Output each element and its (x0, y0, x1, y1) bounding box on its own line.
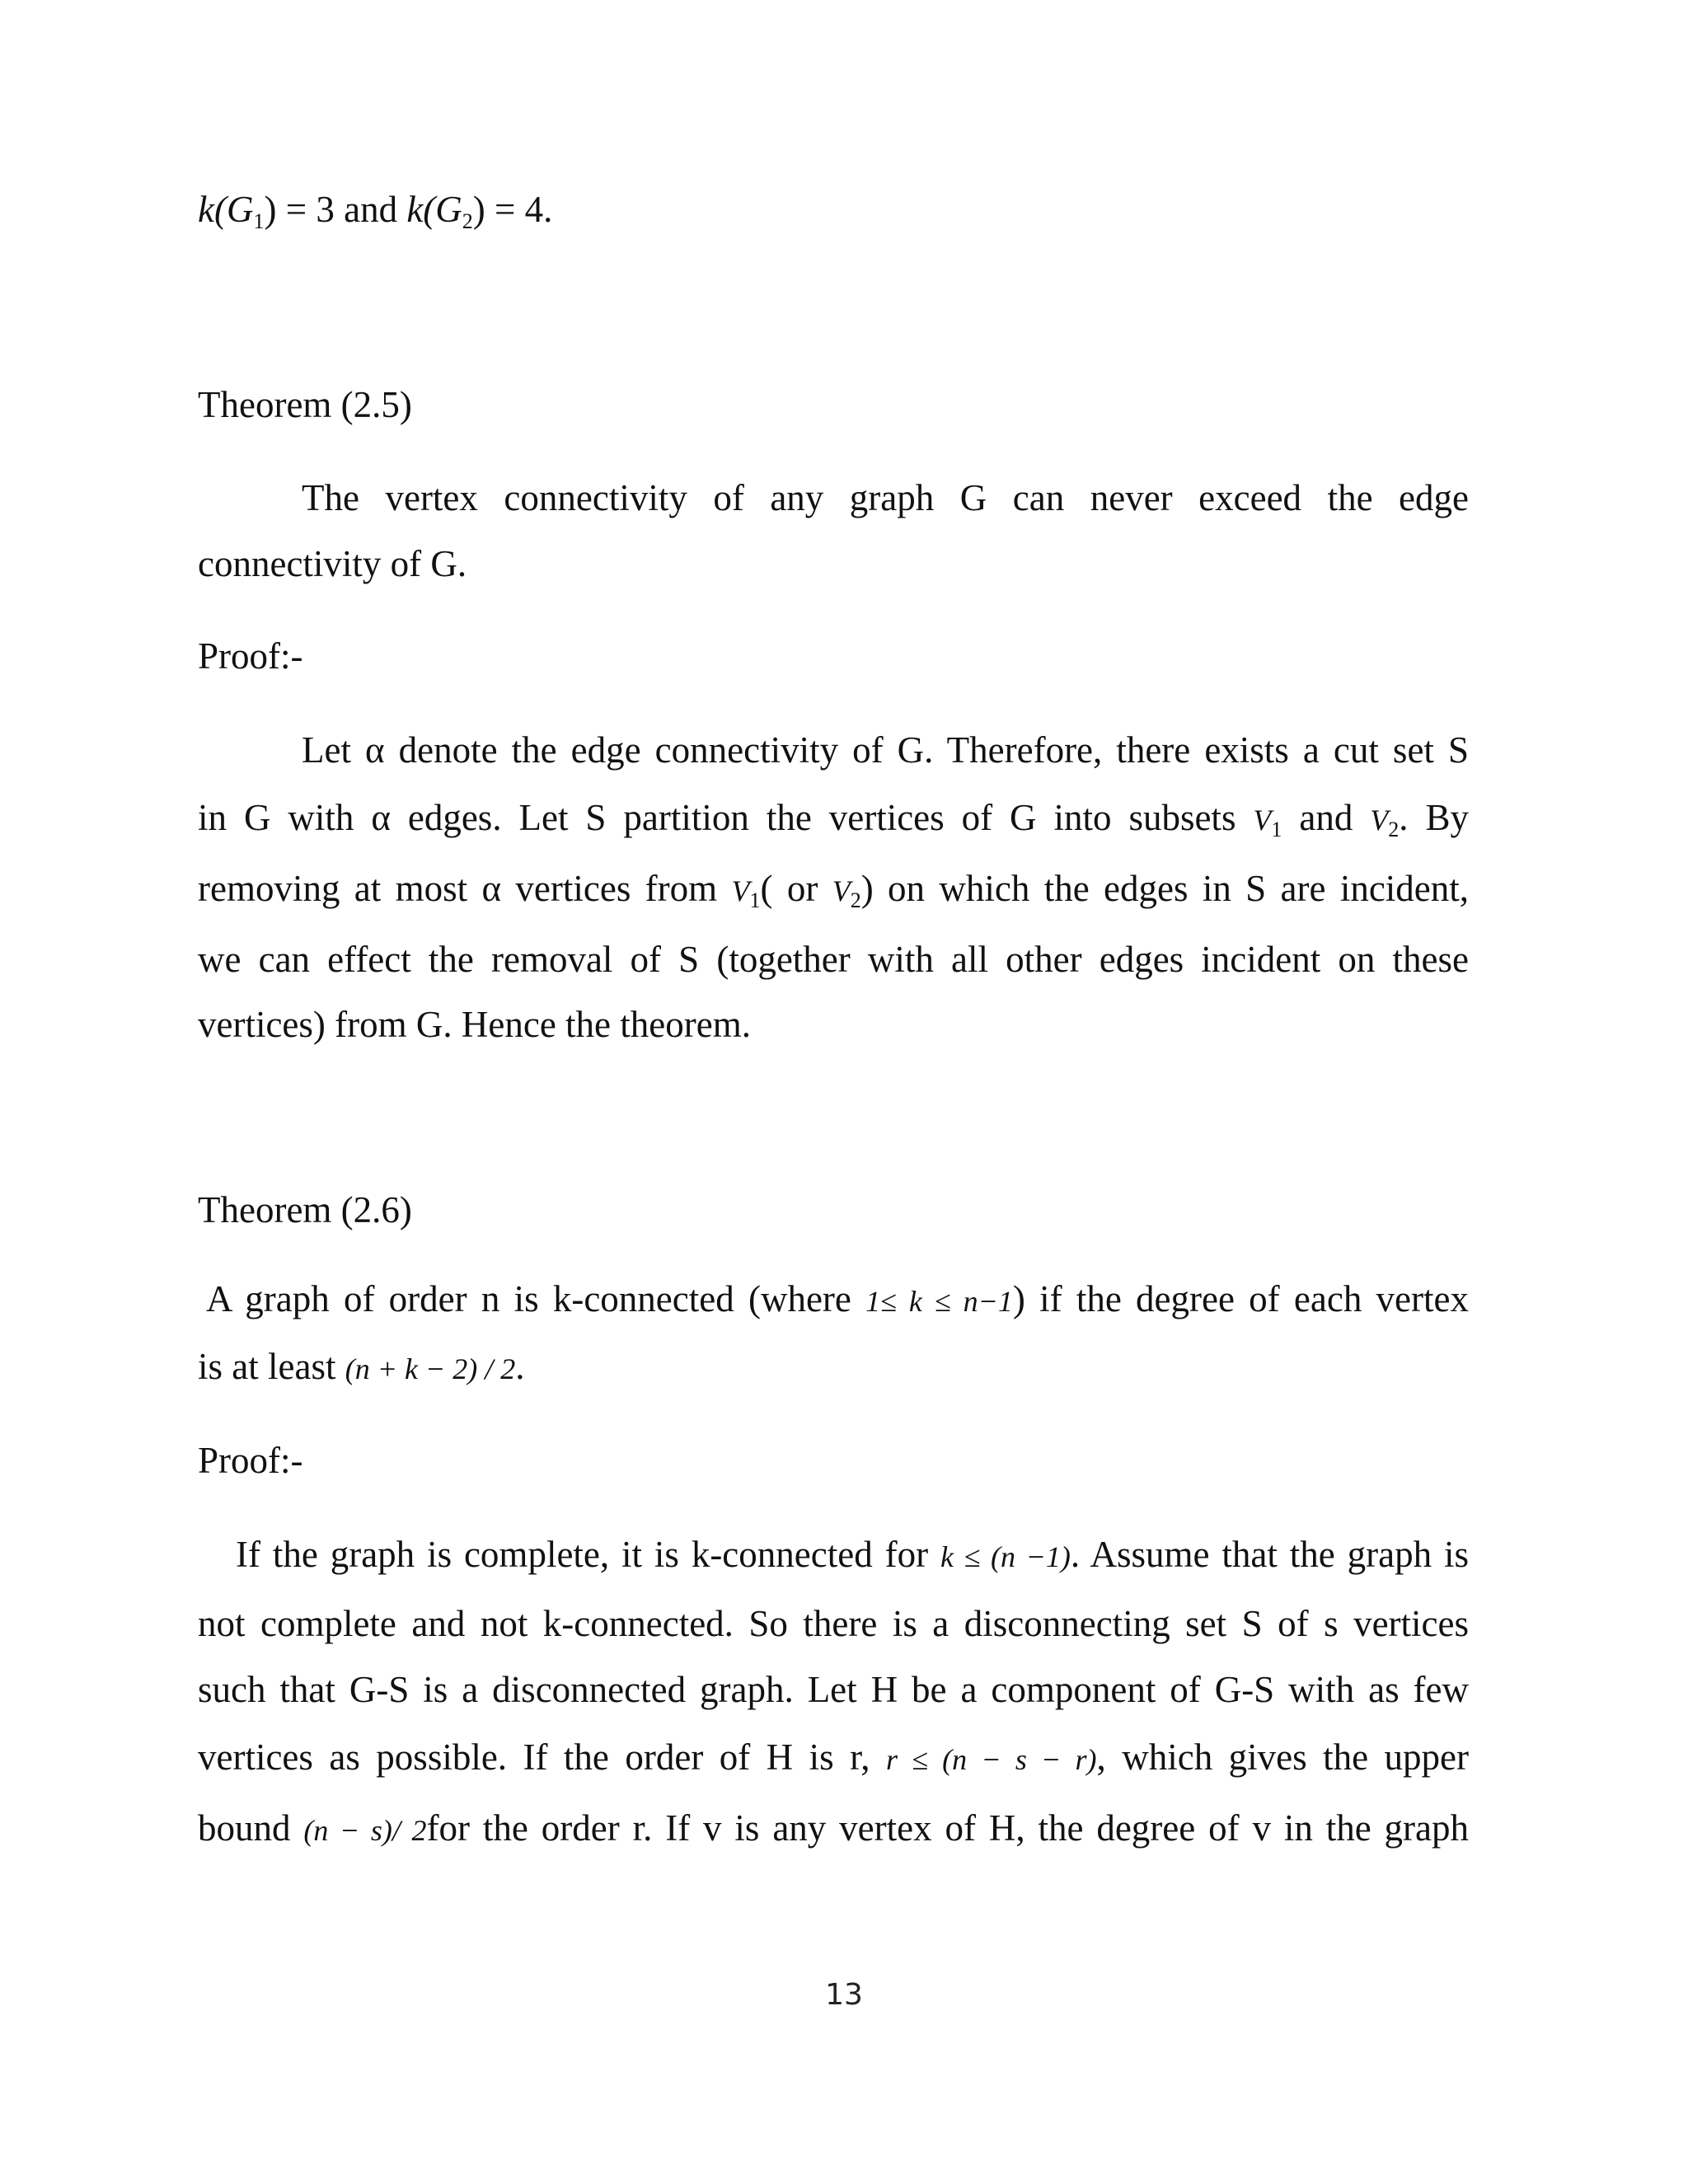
proof-line1-text: If the graph is complete, it is k-connected for (236, 1534, 929, 1575)
theorem-2-5-proof-line1: Let α denote the edge connectivity of G. Therefore, there exists a cut set S (302, 729, 1469, 771)
proof-line5-end: for the order r. If v is any vertex of H, the degree of v in the graph (426, 1807, 1470, 1849)
theorem-2-5-proof-line2 (198, 794, 1469, 853)
v2-symbol: $V_2$ (1370, 804, 1400, 841)
theorem-2-6-proof-line2: not complete and not k-connected. So there is a disconnecting set S of s vertices (198, 1603, 1469, 1644)
proof-line3-end: ) on which the edges in S are incident, (860, 868, 1470, 909)
proof-line3-text: removing at most α vertices from (198, 868, 718, 909)
theorem-2-6-proof-line4 (198, 1734, 1469, 1783)
theorem-2-6-statement-line1 (206, 1276, 1469, 1324)
k-g2-value: ) = 4. (472, 189, 553, 230)
proof-line5-text: bound (198, 1807, 291, 1849)
theorem-2-6-proof-line1 (236, 1531, 1469, 1580)
theorem-2-6-proof-line5 (198, 1805, 1469, 1854)
theorem-2-5-statement-line2: connectivity of G. (198, 543, 467, 584)
theorem-2-6-proof-label: Proof:- (198, 1440, 303, 1481)
v1-symbol: $V_1$ (731, 874, 761, 912)
v1-symbol: $V_1$ (1253, 804, 1282, 841)
statement-line2-text: is at least (198, 1346, 336, 1387)
g1-subscript: 1 (253, 209, 265, 233)
k-range-expression: 1≤ k ≤ n−1 (865, 1285, 1013, 1318)
r-bound-expression: r ≤ (n − s − r) (885, 1743, 1097, 1776)
statement-line1-text: A graph of order n is k-connected (where (206, 1278, 851, 1319)
theorem-2-5-proof-line5: vertices) from G. Hence the theorem. (198, 1004, 751, 1045)
k-g1-expression: k(G (198, 189, 254, 230)
v2-symbol: $V_2$ (832, 874, 861, 912)
proof-line4-end: , which gives the upper (1096, 1736, 1469, 1778)
and-word: and (1299, 797, 1353, 838)
statement-line2-end: . (515, 1346, 525, 1387)
theorem-2-6-statement-line2 (198, 1343, 525, 1392)
g2-subscript: 2 (462, 209, 473, 233)
k-g1-value: ) = 3 (264, 189, 335, 230)
k-bound-expression: k ≤ (n −1) (940, 1540, 1071, 1573)
theorem-2-5-proof-label: Proof:- (198, 635, 303, 677)
theorem-2-5-statement-line1: The vertex connectivity of any graph G can never exceed the edge (302, 477, 1469, 518)
theorem-2-5-proof-line4: we can effect the removal of S (together with all other edges incident on these (198, 939, 1469, 980)
and-word: and (344, 189, 398, 230)
page-number: 13 (825, 1978, 863, 2012)
proof-line2-end: . By (1399, 797, 1470, 838)
proof-line1-end: . Assume that the graph is (1070, 1534, 1469, 1575)
upper-bound-expression: (n − s)/ 2 (303, 1814, 427, 1847)
theorem-2-6-heading: Theorem (2.6) (198, 1189, 412, 1230)
theorem-2-5-heading: Theorem (2.5) (198, 384, 412, 425)
proof-line4-text: vertices as possible. If the order of H is r, (198, 1736, 870, 1778)
proof-line2-text: in G with α edges. Let S partition the vertices of G into subsets (198, 797, 1236, 838)
connectivity-values-line (198, 186, 552, 245)
k-g2-expression: k(G (406, 189, 462, 230)
statement-line1-end: ) if the degree of each vertex (1012, 1278, 1469, 1319)
theorem-2-5-proof-line3 (198, 865, 1469, 924)
degree-bound-expression: (n + k − 2) / 2 (345, 1352, 516, 1385)
theorem-2-6-proof-line3: such that G-S is a disconnected graph. Let H be a component of G-S with as few (198, 1669, 1469, 1710)
or-word: ( or (760, 868, 818, 909)
